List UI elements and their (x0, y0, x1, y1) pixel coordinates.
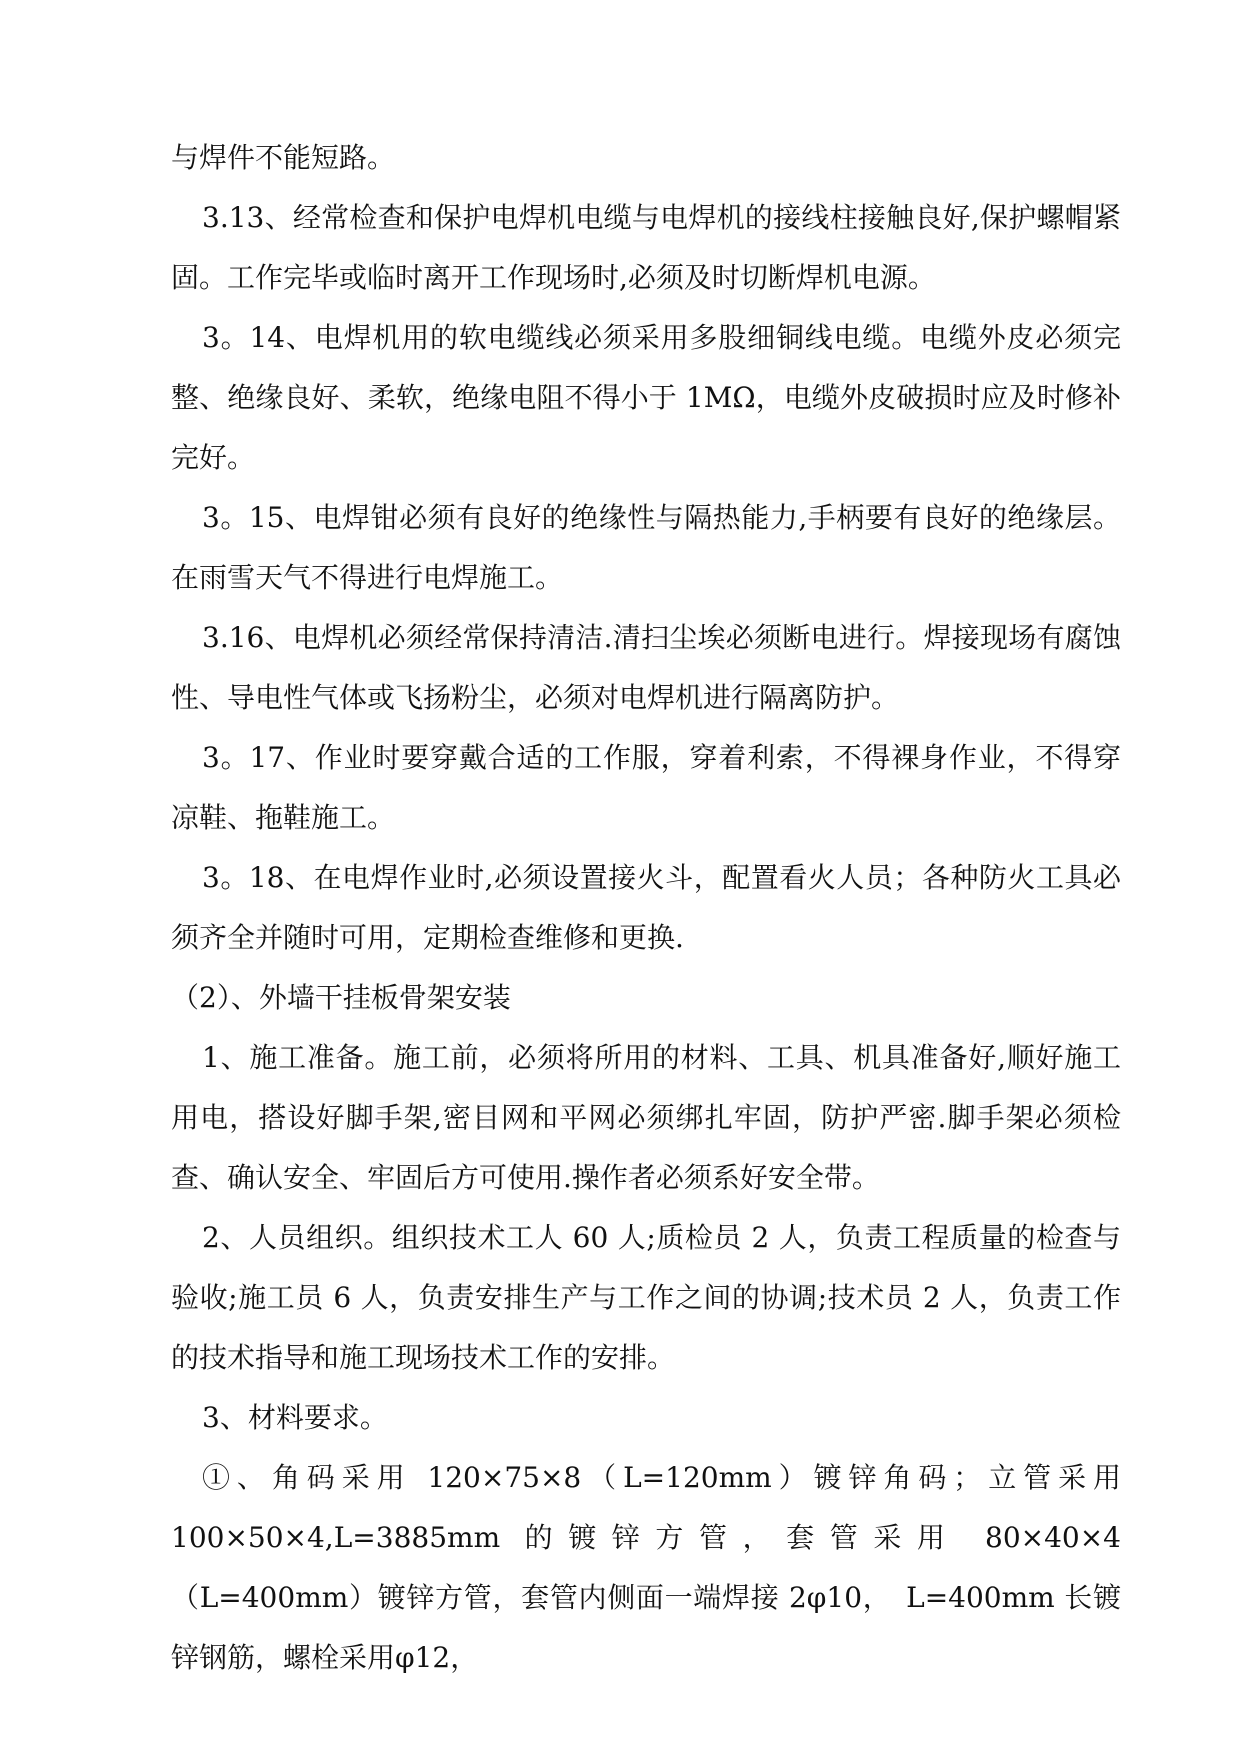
paragraph-3-15: 3。15、电焊钳必须有良好的绝缘性与隔热能力,手柄要有良好的绝缘层。在雨雪天气不得进行电焊施工。 (171, 501, 1121, 594)
paragraph-3-18: 3。18、在电焊作业时,必须设置接火斗，配置看火人员；各种防火工具必须齐全并随时可用，定期检查维修和更换. (171, 861, 1121, 954)
paragraph-material-heading: 3、材料要求。 (202, 1401, 388, 1434)
body-text (171, 128, 1121, 1688)
paragraph-material-detail: ①、角码采用 120×75×8（L=120mm）镀锌角码；立管采用 100×50×4,L=3885mm 的镀锌方管，套管采用 80×40×4（L=400mm）镀锌方管，套管内侧面一端焊接 2φ10， L=400mm 长镀锌钢筋，螺栓采用φ12， (171, 1461, 1121, 1674)
section-heading: （2）、外墙干挂板骨架安装 (171, 981, 511, 1014)
paragraph-3-14: 3。14、电焊机用的软电缆线必须采用多股细铜线电缆。电缆外皮必须完整、绝缘良好、柔软，绝缘电阻不得小于 1MΩ，电缆外皮破损时应及时修补完好。 (171, 321, 1121, 474)
paragraph-3-13: 3.13、经常检查和保护电焊机电缆与电焊机的接线柱接触良好,保护螺帽紧固。工作完毕或临时离开工作现场时,必须及时切断焊机电源。 (171, 201, 1121, 294)
paragraph-3-17: 3。17、作业时要穿戴合适的工作服，穿着利索，不得裸身作业，不得穿凉鞋、拖鞋施工。 (171, 741, 1121, 834)
paragraph-continuation: 与焊件不能短路。 (171, 141, 396, 174)
paragraph-3-16: 3.16、电焊机必须经常保持清洁.清扫尘埃必须断电进行。焊接现场有腐蚀性、导电性气体或飞扬粉尘，必须对电焊机进行隔离防护。 (171, 621, 1121, 714)
paragraph-staffing: 2、人员组织。组织技术工人 60 人;质检员 2 人，负责工程质量的检查与验收;施工员 6 人，负责安排生产与工作之间的协调;技术员 2 人，负责工作的技术指导和施工现场技术工作的安排。 (171, 1221, 1121, 1374)
paragraph-preparation: 1、施工准备。施工前，必须将所用的材料、工具、机具准备好,顺好施工用电，搭设好脚手架,密目网和平网必须绑扎牢固，防护严密.脚手架必须检查、确认安全、牢固后方可使用.操作者必须系好安全带。 (171, 1041, 1121, 1194)
